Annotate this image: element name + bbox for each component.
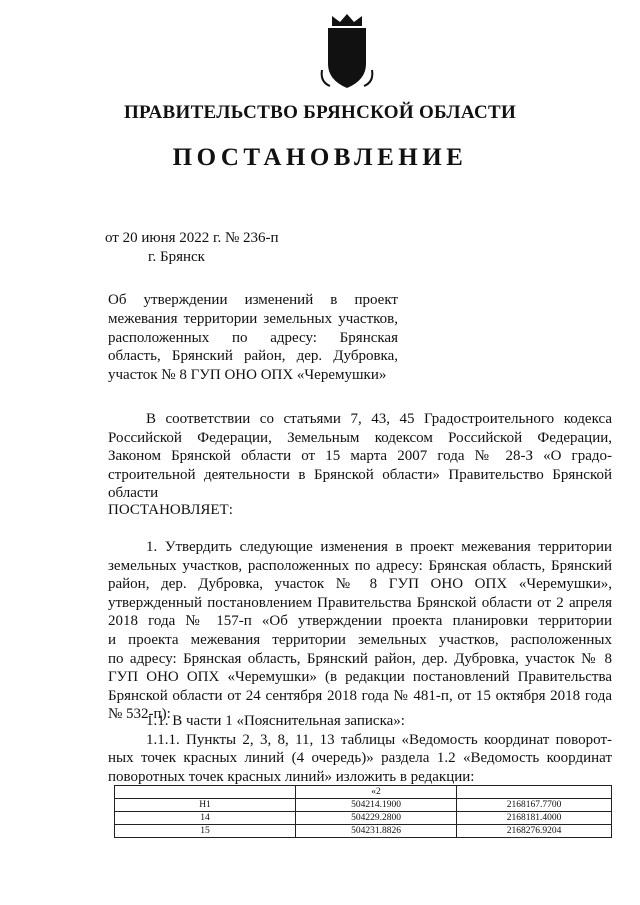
preamble-line: Российской Федерации, Земельным кодексом Российской Федерации, bbox=[108, 429, 612, 446]
preamble-line: В соответствии со статьями 7, 43, 45 Градостроительного кодекса bbox=[146, 411, 612, 427]
resolves-heading: ПОСТАНОВЛЯЕТ: bbox=[108, 502, 233, 518]
table-cell: 504214.1900 bbox=[296, 799, 457, 812]
coordinates-table bbox=[114, 785, 612, 838]
table-header-row bbox=[115, 786, 612, 799]
subject-line: область, Брянский район, дер. Дубровка, bbox=[108, 348, 398, 365]
item-1-line: земельных участков, расположенных по адресу: Брянская область, Брянский bbox=[108, 557, 612, 574]
item-1-line: утвержденный постановлением Правительства Брянской области от 2 апреля bbox=[108, 594, 612, 611]
table-cell: 504229.2800 bbox=[296, 812, 457, 825]
table-cell: 2168167.7700 bbox=[457, 799, 612, 812]
subject-line: Об утверждении изменений в проект bbox=[108, 292, 398, 308]
document-type-title: ПОСТАНОВЛЕНИЕ bbox=[172, 144, 468, 171]
table-row bbox=[115, 799, 612, 812]
item-1-line: и проекта межевания территории земельных участков, расположенных bbox=[108, 631, 612, 648]
item-1-line: ГУП ОНО ОПХ «Черемушки» (в редакции постановлений Правительства bbox=[108, 669, 612, 686]
table-header-cell bbox=[115, 786, 296, 799]
item-1-paragraph bbox=[108, 538, 612, 724]
item-1-line: № 532-п): bbox=[108, 706, 171, 723]
item-1-line: Брянской области от 24 сентября 2018 года № 481-п, от 15 октября 2018 года bbox=[108, 687, 612, 704]
item-1-line: 1. Утвердить следующие изменения в проект межевания территории bbox=[146, 539, 612, 555]
table-header-cell bbox=[457, 786, 612, 799]
table-row bbox=[115, 825, 612, 838]
table-cell: 14 bbox=[115, 812, 296, 825]
subitem-line: поворотных точек красных линий» изложить в редакции: bbox=[108, 768, 475, 785]
table-row bbox=[115, 812, 612, 825]
preamble-paragraph bbox=[108, 410, 612, 503]
table-cell: Н1 bbox=[115, 799, 296, 812]
table-header-cell: «2 bbox=[296, 786, 457, 799]
organization-title: ПРАВИТЕЛЬСТВО БРЯНСКОЙ ОБЛАСТИ bbox=[123, 102, 517, 123]
document-subject bbox=[108, 291, 398, 385]
table-cell: 2168276.9204 bbox=[457, 825, 612, 838]
table-cell: 2168181.4000 bbox=[457, 812, 612, 825]
subject-line: межевания территории земельных участков, bbox=[108, 310, 398, 327]
document-city: г. Брянск bbox=[148, 249, 205, 265]
preamble-line: строительной деятельности в Брянской области» Правительство Брянской bbox=[108, 466, 612, 483]
coat-of-arms-icon bbox=[318, 12, 376, 90]
subitem-paragraph bbox=[108, 712, 612, 786]
item-1-line: район, дер. Дубровка, участок № 8 ГУП ОНО ОПХ «Черемушки», bbox=[108, 576, 612, 593]
subitem-line: 1.1. В части 1 «Пояснительная записка»: bbox=[146, 713, 405, 729]
preamble-line: области bbox=[108, 485, 159, 502]
item-1-line: 2018 года № 157-п «Об утверждении проекта планировки территории bbox=[108, 613, 612, 630]
document-date-number: от 20 июня 2022 г. № 236-п bbox=[105, 230, 279, 246]
table-cell: 15 bbox=[115, 825, 296, 838]
subitem-line: ных точек красных линий (4 очередь)» раздела 1.2 «Ведомость координат bbox=[108, 750, 612, 767]
preamble-line: Законом Брянской области от 15 марта 2007 года № 28-З «О градо- bbox=[108, 448, 612, 465]
subject-line: расположенных по адресу: Брянская bbox=[108, 329, 398, 346]
subitem-line: 1.1.1. Пункты 2, 3, 8, 11, 13 таблицы «Ведомость координат поворот- bbox=[146, 731, 612, 748]
subject-line: участок № 8 ГУП ОНО ОПХ «Черемушки» bbox=[108, 367, 387, 384]
table-cell: 504231.8826 bbox=[296, 825, 457, 838]
item-1-line: по адресу: Брянская область, Брянский район, дер. Дубровка, участок № 8 bbox=[108, 650, 612, 667]
